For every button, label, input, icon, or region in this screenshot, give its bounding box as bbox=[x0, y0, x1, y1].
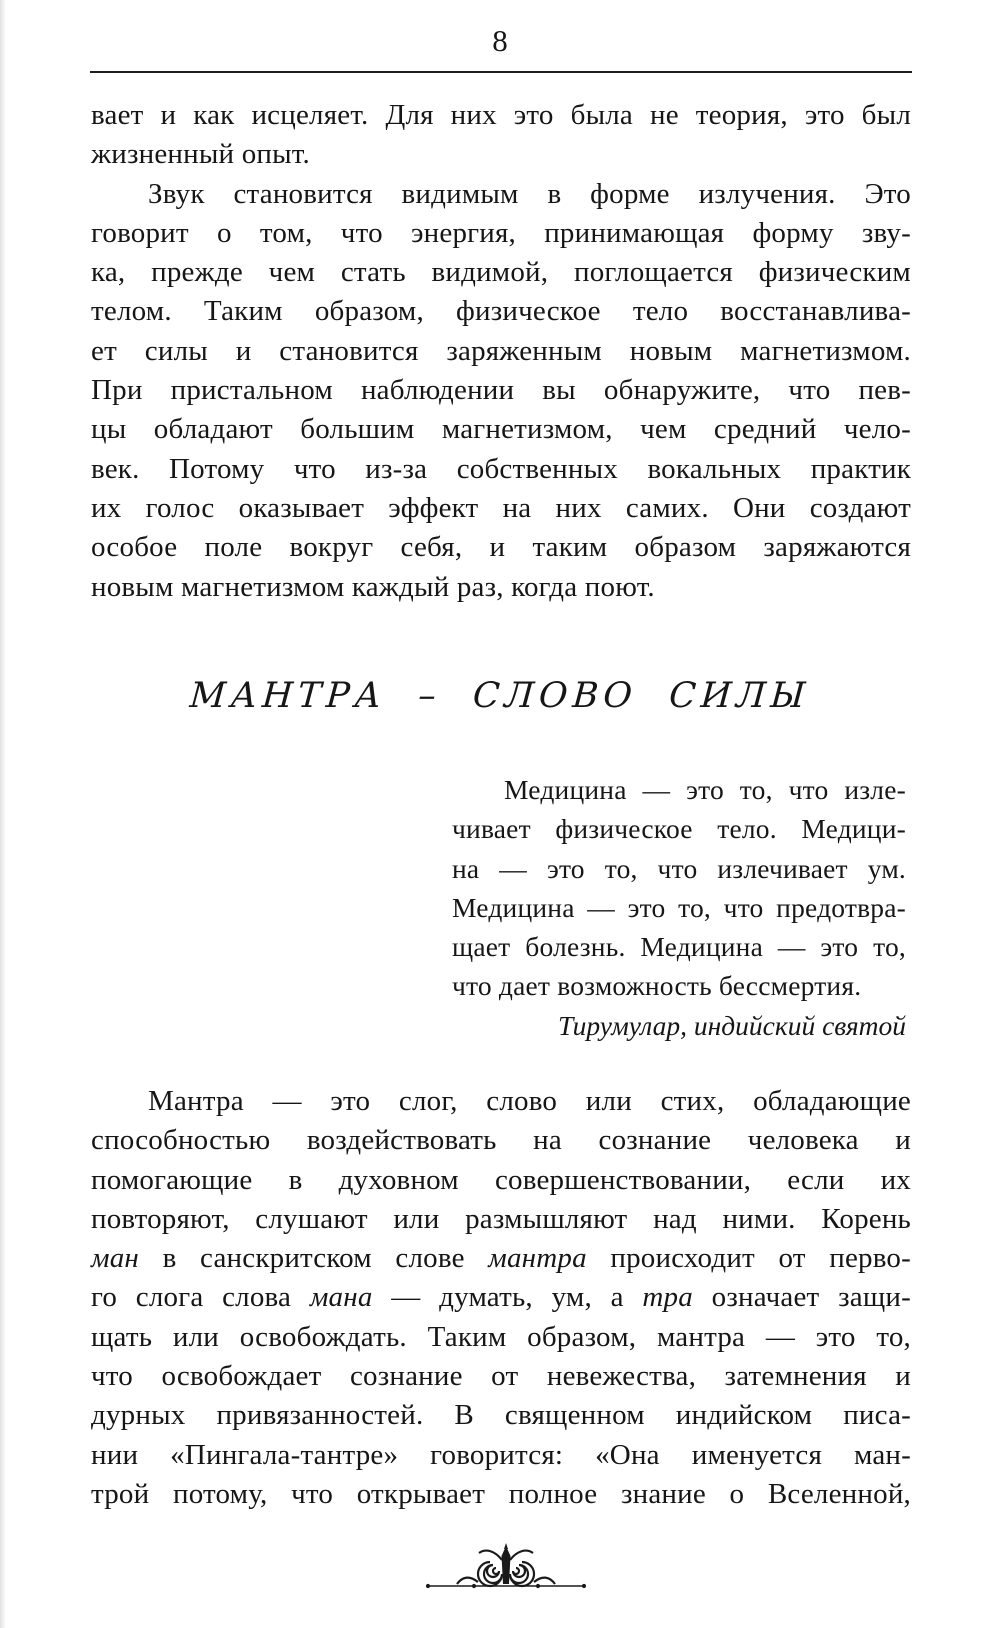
page-number: 8 bbox=[492, 23, 508, 58]
text-line: цы обладают большим магнетизмом, чем средний чело- bbox=[91, 413, 911, 446]
text-line: трой потому, что открывает полное знание о Вселенной, bbox=[91, 1477, 911, 1510]
epigraph bbox=[452, 770, 906, 1045]
header-rule bbox=[90, 71, 912, 73]
text-line: ет силы и становится заряженным новым магнетизмом. bbox=[91, 334, 911, 367]
text-line: что освобождает сознание от невежества, затемнения и bbox=[91, 1360, 911, 1393]
scroll-flourish-icon bbox=[424, 1540, 588, 1600]
text-line: Медицина — это то, что изле- bbox=[504, 774, 906, 805]
text-line: что дает возможность бессмертия. bbox=[452, 970, 862, 1002]
text-line: говорит о том, что энергия, принимающая форму зву- bbox=[91, 216, 911, 249]
text-line: При пристальном наблюдении вы обнаружите, что пев- bbox=[91, 374, 911, 407]
text-line: век. Потому что из-за собственных вокальных практик bbox=[91, 452, 911, 485]
text-line: го слога слова мана — думать, ум, а тра означает защи- bbox=[91, 1281, 911, 1314]
text-line: Звук становится видимым в форме излучения. Это bbox=[148, 177, 911, 210]
body-text-bottom bbox=[91, 1082, 911, 1514]
text-line: Мантра — это слог, слово или стих, обладающие bbox=[148, 1085, 911, 1117]
text-line: помогающие в духовном совершенствовании, если их bbox=[91, 1163, 911, 1196]
text-line: телом. Таким образом, физическое тело восстанавлива- bbox=[91, 295, 911, 328]
epigraph-text bbox=[452, 770, 906, 1006]
text-line: способностью воздействовать на сознание человека и bbox=[91, 1124, 911, 1157]
text-line: чивает физическое тело. Медици- bbox=[452, 813, 906, 845]
text-line: Медицина — это то, что предотвра- bbox=[452, 891, 906, 923]
epigraph-attribution: Тирумулар, индийский святой bbox=[557, 1009, 906, 1041]
text-line: ман в санскритском слове мантра происходит от перво- bbox=[91, 1242, 911, 1275]
text-line: их голос оказывает эффект на них самих. Они создают bbox=[91, 491, 911, 524]
text-line: на — это то, что излечивает ум. bbox=[452, 852, 906, 884]
ornament-divider bbox=[424, 1540, 588, 1600]
text-line: жизненный опыт. bbox=[91, 138, 310, 171]
text-line: щать или освобождать. Таким образом, мантра — это то, bbox=[91, 1320, 911, 1353]
text-line: вает и как исцеляет. Для них это была не теория, это был bbox=[91, 99, 911, 131]
text-line: нии «Пингала-тантре» говорится: «Она именуется ман- bbox=[91, 1438, 911, 1471]
text-line: щает болезнь. Медицина — это то, bbox=[452, 931, 906, 963]
text-line: повторяют, слушают или размышляют над ними. Корень bbox=[91, 1202, 911, 1235]
body-text-top bbox=[91, 96, 911, 607]
section-heading: МАНТРА – СЛОВО СИЛЫ bbox=[188, 676, 812, 716]
text-line: дурных привязанностей. В священном индийском писа- bbox=[91, 1399, 911, 1432]
text-line: ка, прежде чем стать видимой, поглощается физическим bbox=[91, 256, 911, 289]
text-line: новым магнетизмом каждый раз, когда поют. bbox=[91, 570, 655, 603]
text-line: особое поле вокруг себя, и таким образом заряжаются bbox=[91, 531, 911, 564]
